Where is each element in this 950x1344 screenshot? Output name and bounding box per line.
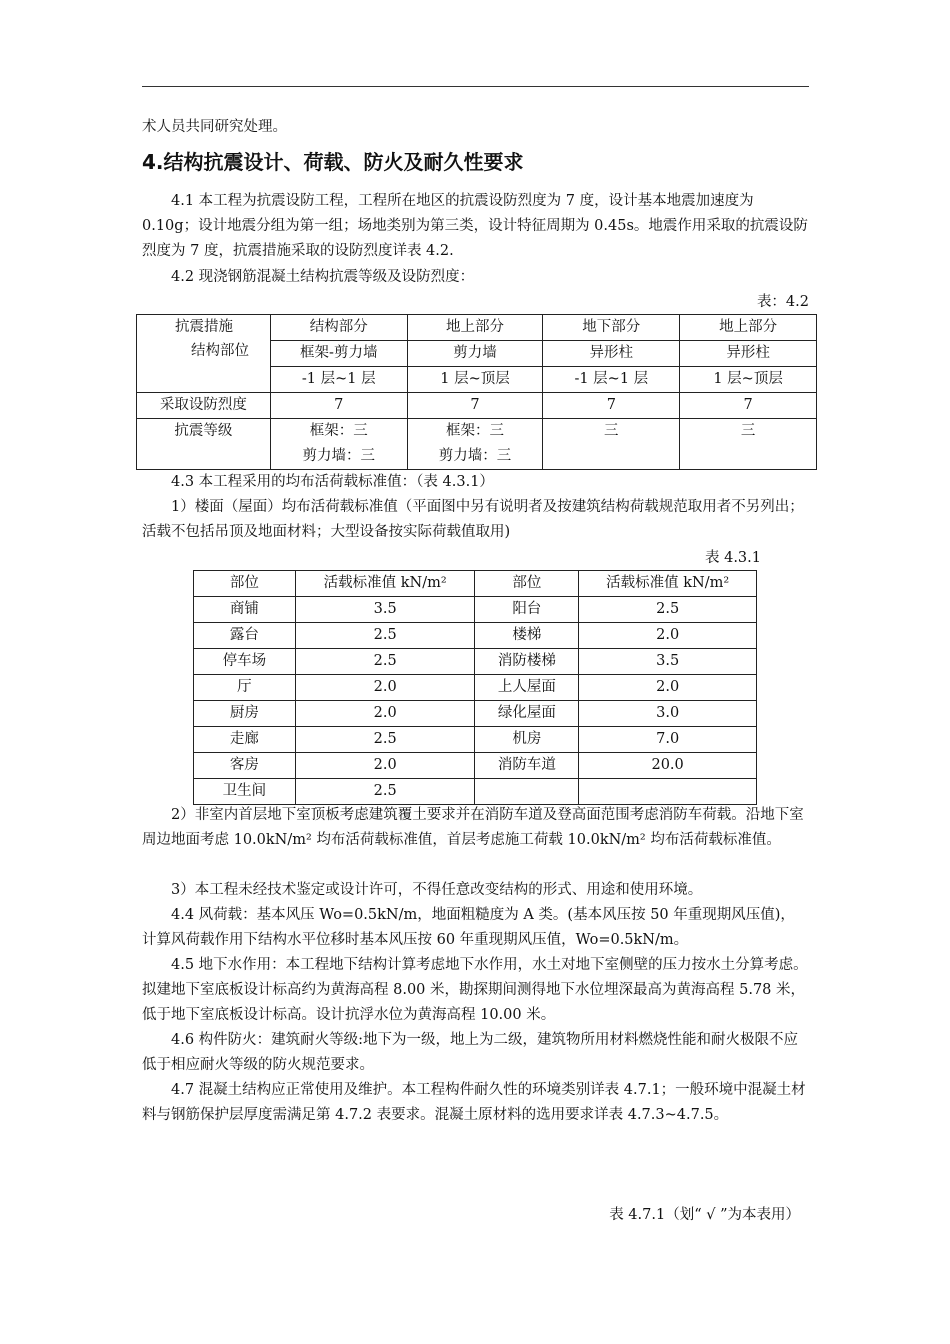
cell: 7.0 (579, 727, 757, 753)
cell: 2.5 (295, 649, 475, 675)
cell: 露台 (194, 623, 296, 649)
cell: 客房 (194, 753, 296, 779)
type-1: 框架-剪力墙 (270, 341, 407, 367)
type-4: 异形柱 (680, 341, 817, 367)
table471-caption: 表 4.7.1（划“ √ ”为本表用） (609, 1207, 800, 1223)
cell: 厨房 (194, 701, 296, 727)
grade-1-wall: 剪力墙：三 (302, 448, 375, 464)
floor-2: 1 层~顶层 (407, 367, 543, 393)
intensity-3: 7 (543, 393, 680, 419)
para-4-3-1: 1）楼面（屋面）均布活荷载标准值（平面图中另有说明者及按建筑结构荷载规范取用者不另列出；活载不包括吊顶及地面材料；大型设备按实际荷载值取用) (142, 499, 804, 540)
para-4-6: 4.6 构件防火：建筑耐火等级:地下为一级，地上为二级，建筑物所用材料燃烧性能和耐火极限不应低于相应耐火等级的防火规范要求。 (142, 1032, 799, 1073)
cell: 3.5 (295, 597, 475, 623)
part-3: 地上部分 (680, 315, 817, 341)
cell: 2.5 (579, 597, 757, 623)
cell (579, 779, 757, 805)
grade-4: 三 (680, 419, 817, 470)
table-row (194, 727, 757, 753)
cell: 2.0 (295, 675, 475, 701)
cell: 停车场 (194, 649, 296, 675)
table-row (194, 675, 757, 701)
grade-1 (270, 419, 407, 470)
corner-bottom: 结构部位 (191, 343, 249, 359)
grade-label: 抗震等级 (137, 419, 271, 470)
part-2: 地下部分 (543, 315, 680, 341)
para-4-3-2: 2）非室内首层地下室顶板考虑建筑覆土要求并在消防车道及登高面范围考虑消防车荷载。沿地下室周边地面考虑 10.0kN/m² 均布活荷载标准值，首层考虑施工荷载 10.0kN/m² 均布活荷载标准值。 (142, 807, 804, 848)
cell: 2.0 (579, 623, 757, 649)
para-4-2: 4.2 现浇钢筋混凝土结构抗震等级及设防烈度： (171, 269, 475, 285)
cell: 卫生间 (194, 779, 296, 805)
section-heading (142, 146, 524, 175)
header-rule (142, 86, 809, 87)
corner-cell (137, 315, 271, 393)
table-row (194, 753, 757, 779)
table-row (194, 649, 757, 675)
cell: 2.0 (295, 701, 475, 727)
cell: 上人屋面 (475, 675, 579, 701)
intensity-4: 7 (680, 393, 817, 419)
cell: 机房 (475, 727, 579, 753)
section-number: 4. (142, 150, 164, 174)
cell: 消防车道 (475, 753, 579, 779)
para-4-5: 4.5 地下水作用：本工程地下结构计算考虑地下水作用，水土对地下室侧壁的压力按水土分算考虑。拟建地下室底板设计标高约为黄海高程 8.00 米，勘探期间测得地下水位埋深最高为黄海高程 5.78 米，低于地下室底板设计标高。设计抗浮水位为黄海高程 10.00 米。 (142, 957, 808, 1023)
floor-4: 1 层~顶层 (680, 367, 817, 393)
cell: 消防楼梯 (475, 649, 579, 675)
cell: 楼梯 (475, 623, 579, 649)
grade-2-frame: 框架：三 (446, 423, 505, 439)
table-header-row (194, 571, 757, 597)
seismic-table (136, 314, 817, 470)
cell (475, 779, 579, 805)
type-2: 剪力墙 (407, 341, 543, 367)
floor-3: -1 层~1 层 (543, 367, 680, 393)
header-cell: 部位 (194, 571, 296, 597)
type-3: 异形柱 (543, 341, 680, 367)
table-row (194, 701, 757, 727)
cell: 2.5 (295, 779, 475, 805)
para-4-7: 4.7 混凝土结构应正常使用及维护。本工程构件耐久性的环境类别详表 4.7.1；一般环境中混凝土材料与钢筋保护层厚度需满足第 4.7.2 表要求。混凝土原材料的选用要求详表 4.7.3~4.7.5。 (142, 1082, 806, 1123)
grade-1-frame: 框架：三 (309, 423, 368, 439)
table-row (194, 623, 757, 649)
header-cell: 活载标准值 kN/m² (295, 571, 475, 597)
section-title: 结构抗震设计、荷载、防火及耐久性要求 (163, 150, 524, 174)
grade-2-wall: 剪力墙：三 (438, 448, 512, 464)
cell: 阳台 (475, 597, 579, 623)
part-1: 地上部分 (407, 315, 543, 341)
cell: 2.5 (295, 727, 475, 753)
cell: 2.0 (579, 675, 757, 701)
grade-3: 三 (543, 419, 680, 470)
intensity-2: 7 (407, 393, 543, 419)
table-row (194, 779, 757, 805)
cell: 厅 (194, 675, 296, 701)
para-4-1: 4.1 本工程为抗震设防工程，工程所在地区的抗震设防烈度为 7 度，设计基本地震加速度为 0.10g；设计地震分组为第一组；场地类别为第三类，设计特征周期为 0.45s。地震作用采取的抗震设防烈度为 7 度，抗震措施采取的设防烈度详表 4.2. (142, 193, 808, 259)
part-label: 结构部分 (270, 315, 407, 341)
cell: 走廊 (194, 727, 296, 753)
table-row (194, 597, 757, 623)
floor-1: -1 层~1 层 (270, 367, 407, 393)
para-4-3-3: 3）本工程未经技术鉴定或设计许可，不得任意改变结构的形式、用途和使用环境。 (171, 882, 703, 898)
para-4-4: 4.4 风荷载：基本风压 Wo=0.5kN/m，地面粗糙度为 A 类。(基本风压按 50 年重现期风压值)，计算风荷载作用下结构水平位移时基本风压按 60 年重现期风压值，Wo=0.5kN/m。 (142, 907, 795, 948)
header-cell: 部位 (475, 571, 579, 597)
cell: 2.5 (295, 623, 475, 649)
intensity-label: 采取设防烈度 (137, 393, 271, 419)
intro-line: 术人员共同研究处理。 (142, 119, 287, 135)
para-4-3: 4.3 本工程采用的均布活荷载标准值：（表 4.3.1） (171, 474, 494, 490)
cell: 3.0 (579, 701, 757, 727)
cell: 商铺 (194, 597, 296, 623)
intensity-1: 7 (270, 393, 407, 419)
table42-caption: 表：4.2 (756, 294, 809, 310)
grade-2 (407, 419, 543, 470)
corner-top: 抗震措施 (175, 319, 233, 335)
cell: 2.0 (295, 753, 475, 779)
cell: 绿化屋面 (475, 701, 579, 727)
header-cell: 活载标准值 kN/m² (579, 571, 757, 597)
cell: 3.5 (579, 649, 757, 675)
table431-caption: 表 4.3.1 (704, 550, 761, 566)
cell: 20.0 (579, 753, 757, 779)
live-load-table (193, 570, 757, 805)
